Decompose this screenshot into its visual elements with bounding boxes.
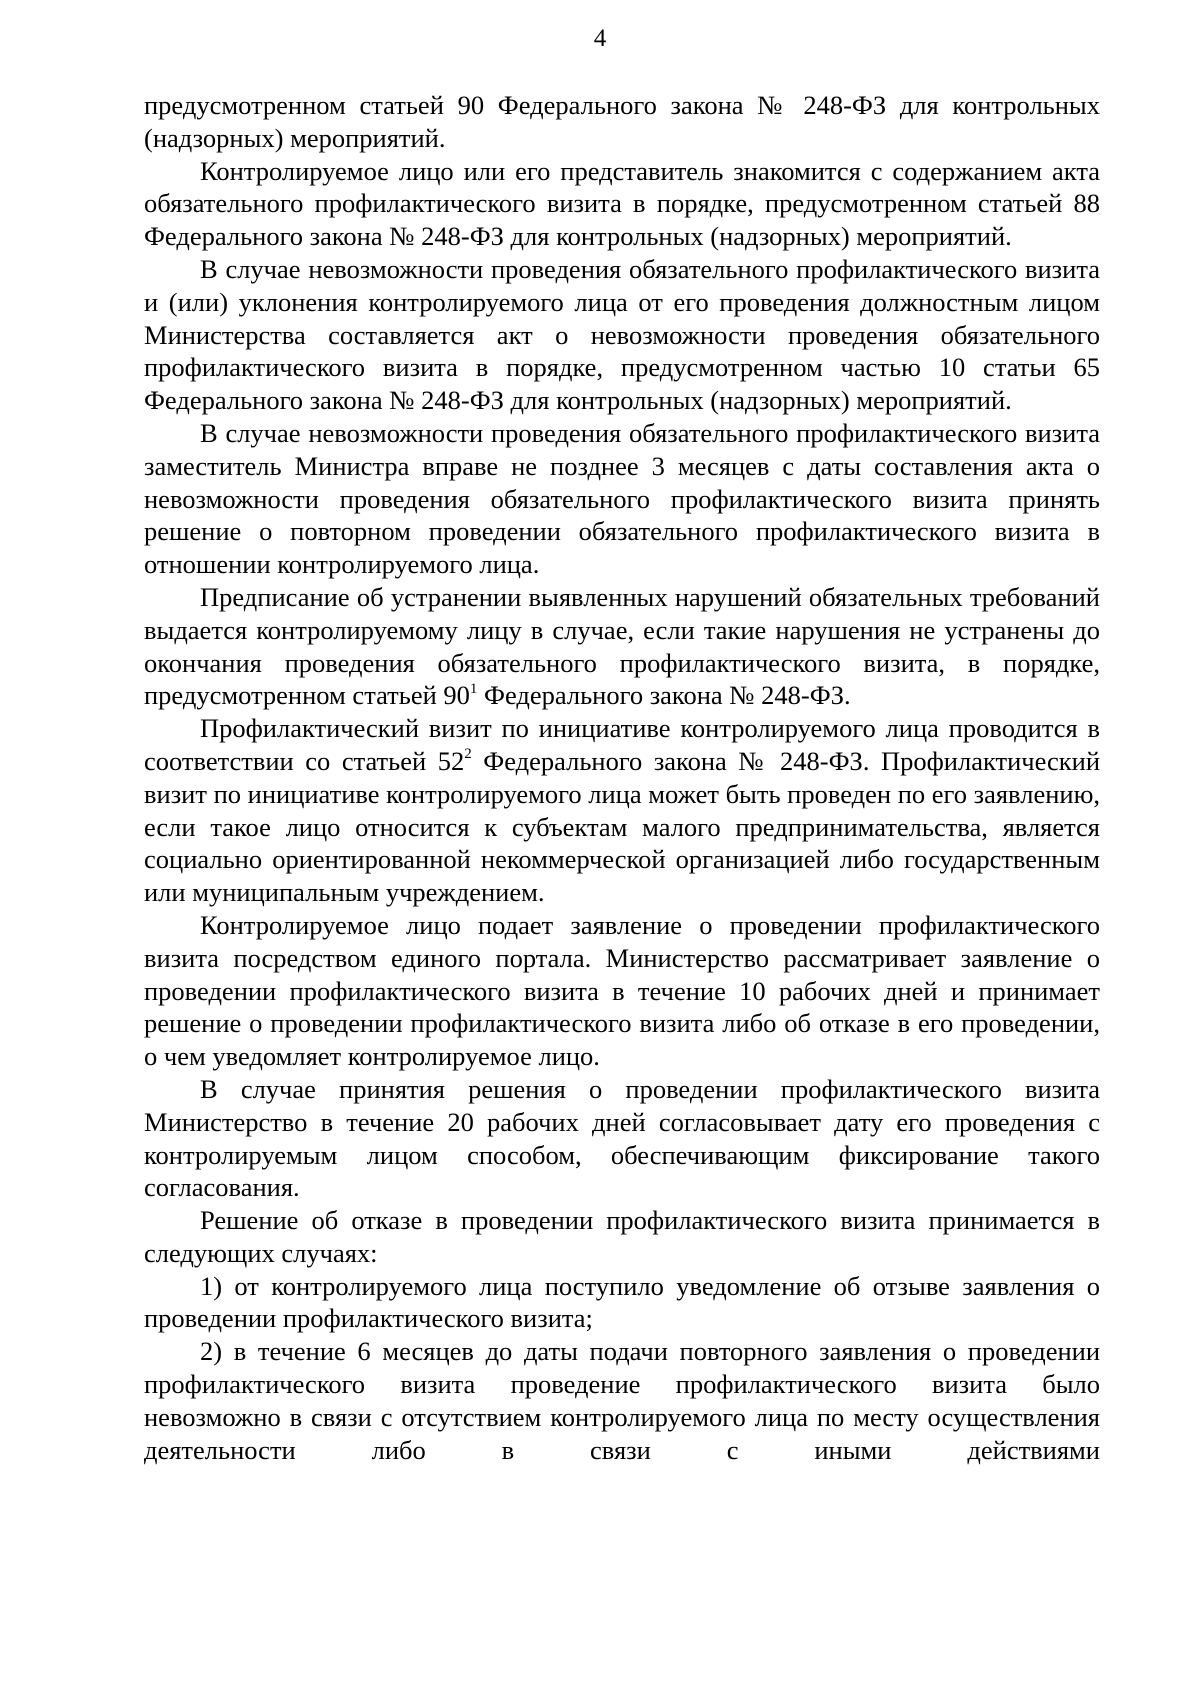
paragraph-7: Контролируемое лицо подает заявление о проведении профилактического визита посредством единого портала. Министерство рассматривает заявление о проведении профилактического визита в течение 10 рабочих дней и принимает решение о проведении профилактического визита либо об отказе в его проведении, о чем уведомляет контролируемое лицо. bbox=[144, 909, 1100, 1072]
paragraph-10: 1) от контролируемого лица поступило уведомление об отзыве заявления о проведении профилактического визита; bbox=[144, 1270, 1100, 1334]
paragraph-6-superscript: 2 bbox=[464, 746, 472, 763]
paragraph-8: В случае принятия решения о проведении профилактического визита Министерство в течение 20 рабочих дней согласовывает дату его проведения с контролируемым лицом способом, обеспечивающим фиксирование такого согласования. bbox=[144, 1073, 1100, 1203]
document-body bbox=[144, 89, 1100, 1466]
paragraph-9: Решение об отказе в проведении профилактического визита принимается в следующих случаях: bbox=[144, 1205, 1100, 1268]
paragraph-5-superscript: 1 bbox=[469, 680, 478, 697]
page-number: 4 bbox=[593, 25, 607, 52]
paragraph-6-text-after: Федерального закона № 248-ФЗ. Профилактический визит по инициативе контролируемого лица может быть проведен по его заявлению, если такое лицо относится к субъектам малого предпринимательства, является социально ориентированной некоммерческой организацией либо государственным или муниципальным учреждением. bbox=[144, 745, 1101, 908]
paragraph-3: В случае невозможности проведения обязательного профилактического визита и (или) уклонения контролируемого лица от его проведения должностным лицом Министерства составляется акт о невозможности проведения обязательного профилактического визита в порядке, предусмотренном частью 10 статьи 65 Федерального закона № 248-ФЗ для контрольных (надзорных) мероприятий. bbox=[144, 253, 1100, 416]
paragraph-6-text-before: Профилактический визит по инициативе контролируемого лица проводится в соответствии со статьей 52 bbox=[144, 713, 1100, 776]
paragraph-2: Контролируемое лицо или его представитель знакомится с содержанием акта обязательного профилактического визита в порядке, предусмотренном статьей 88 Федерального закона № 248-ФЗ для контрольных (надзорных) мероприятий. bbox=[144, 155, 1100, 252]
paragraph-4: В случае невозможности проведения обязательного профилактического визита заместитель Министра вправе не позднее 3 месяцев с даты составления акта о невозможности проведения обязательного профилактического визита принять решение о повторном проведении обязательного профилактического визита в отношении контролируемого лица. bbox=[144, 417, 1100, 580]
paragraph-11: 2) в течение 6 месяцев до даты подачи повторного заявления о проведении профилактического визита проведение профилактического визита было невозможно в связи с отсутствием контролируемого лица по месту осуществления деятельности либо в связи с иными действиями bbox=[144, 1336, 1100, 1465]
paragraph-5-text-before: Предписание об устранении выявленных нарушений обязательных требований выдается контролируемому лицу в случае, если такие нарушения не устранены до окончания проведения обязательного профилактического визита, в порядке, предусмотренном статьей 90 bbox=[144, 581, 1100, 711]
paragraph-1: предусмотренном статьей 90 Федерального закона № 248-ФЗ для контрольных (надзорных) мероприятий. bbox=[144, 90, 1100, 153]
paragraph-5 bbox=[144, 581, 1100, 712]
paragraph-6 bbox=[144, 712, 1100, 909]
paragraph-5-text-after: Федерального закона № 248-ФЗ. bbox=[477, 680, 851, 711]
